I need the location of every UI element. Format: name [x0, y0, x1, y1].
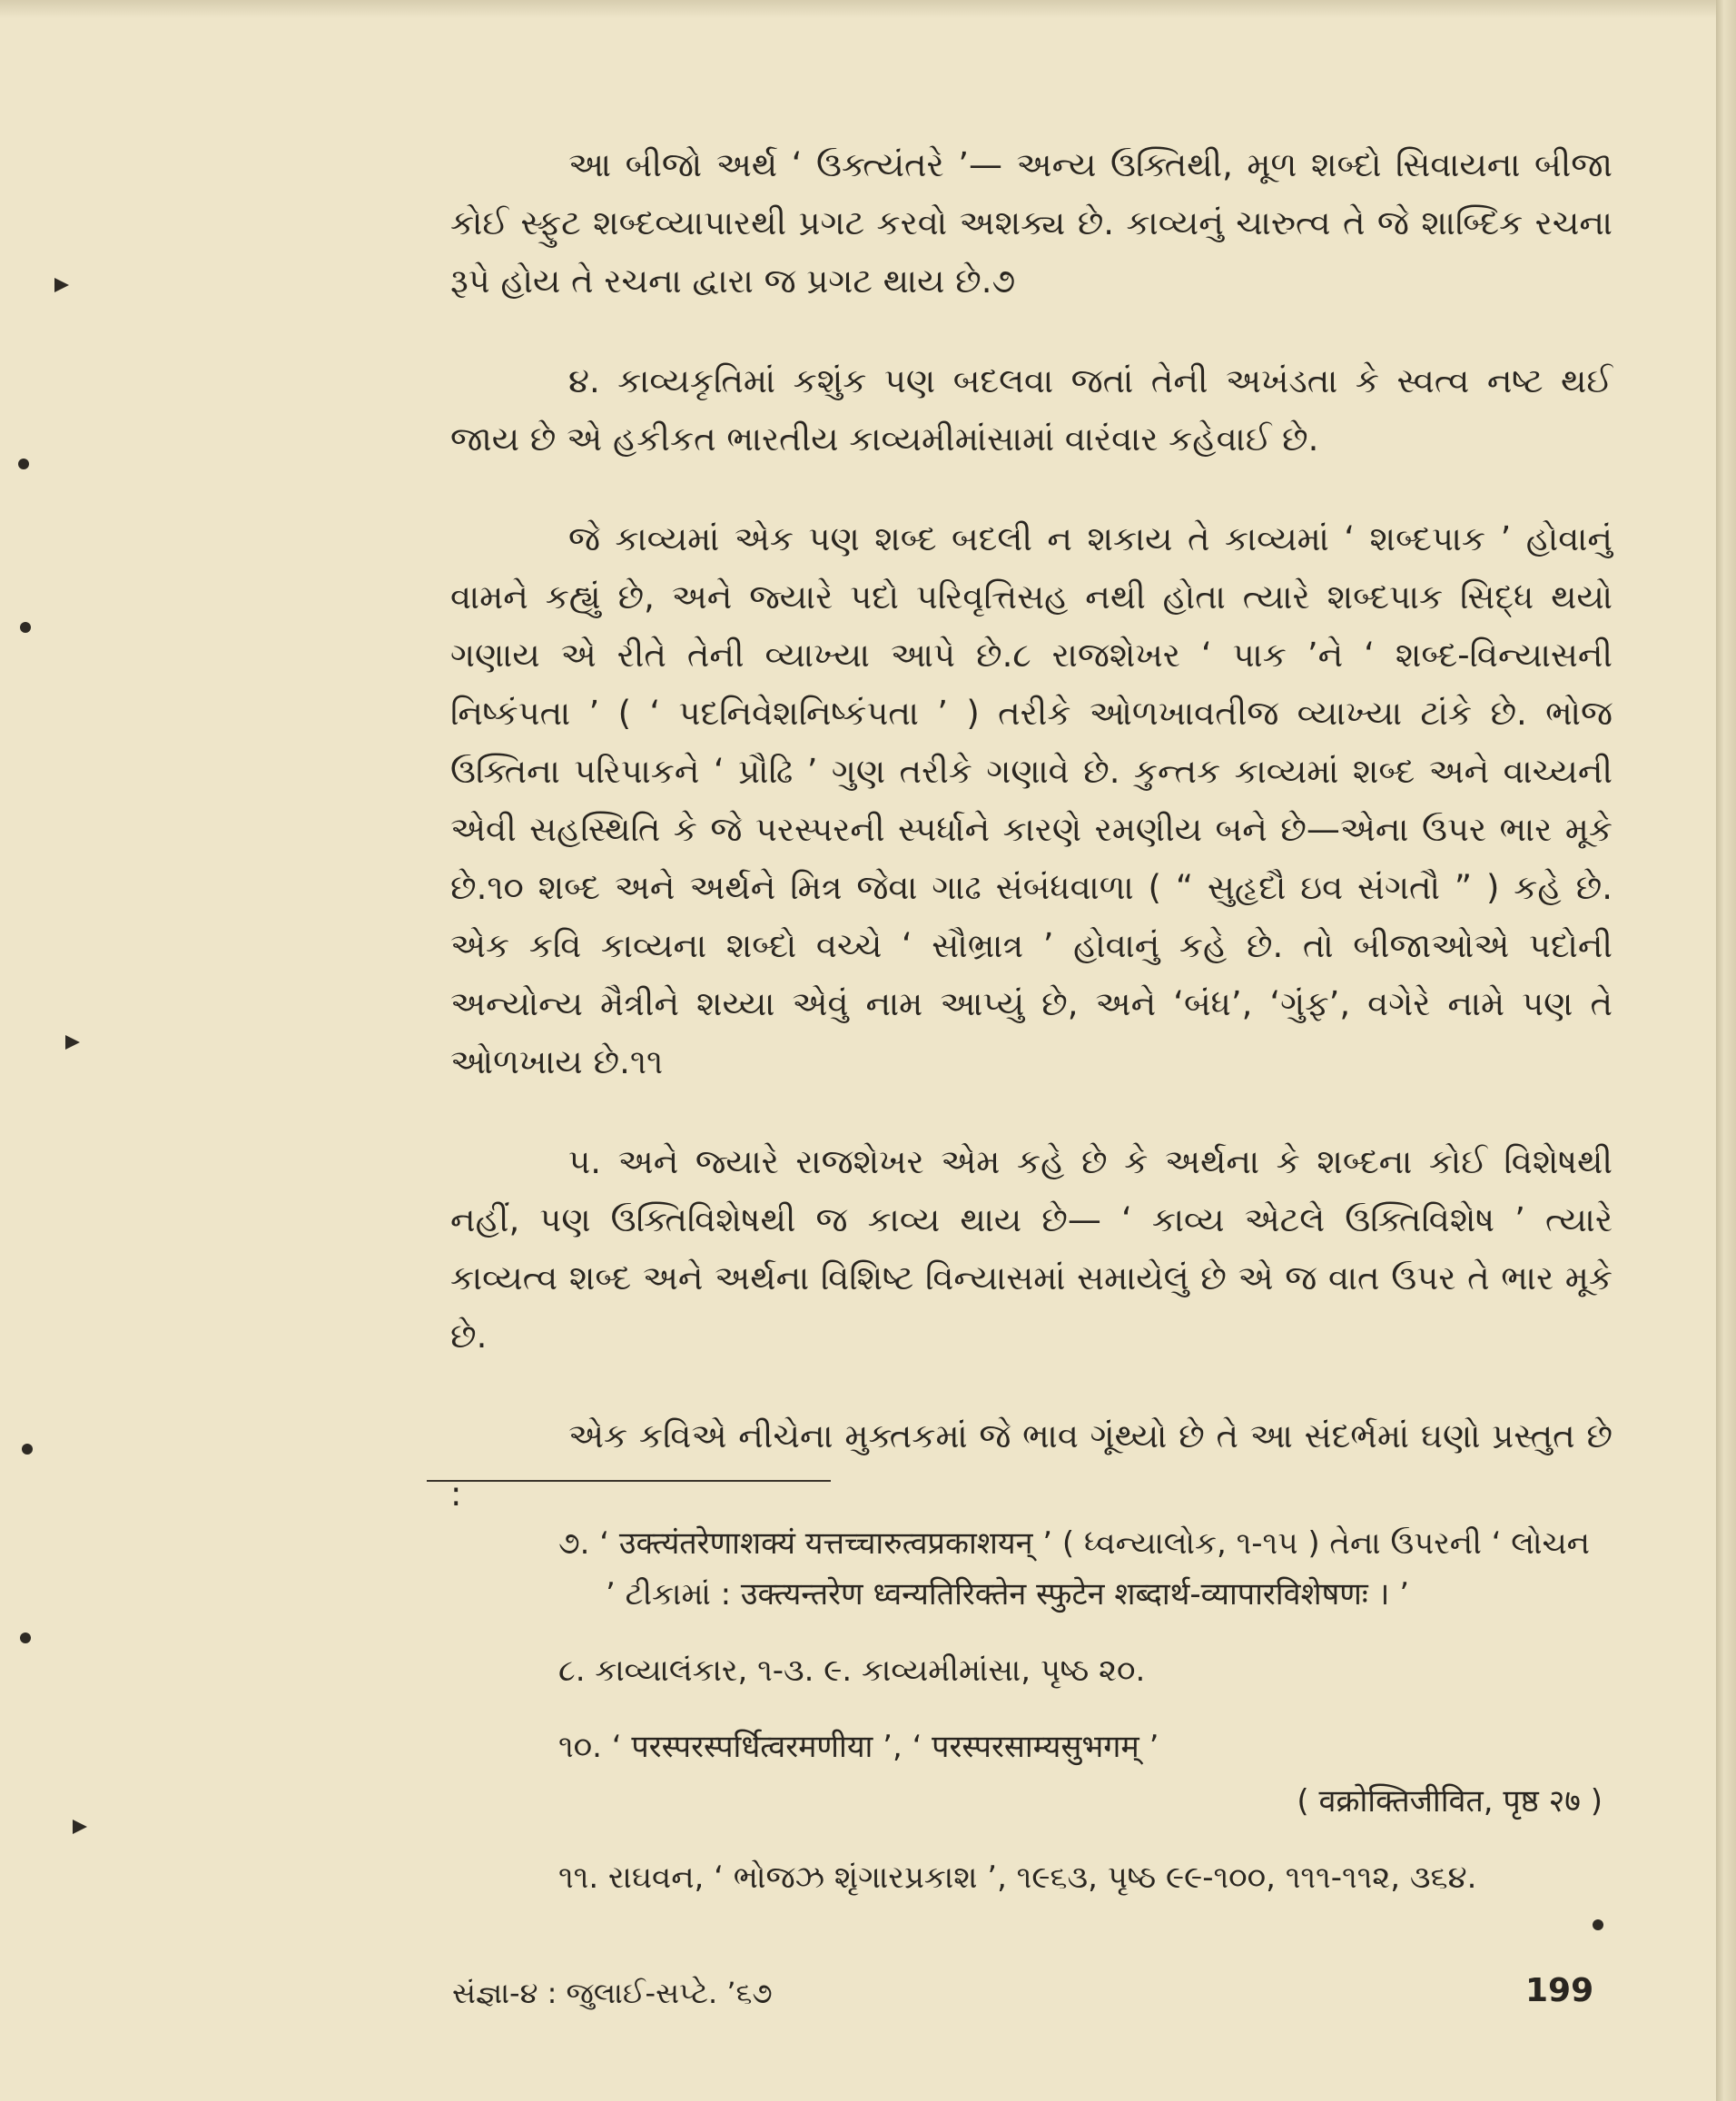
margin-arrow-mark: [65, 1035, 80, 1050]
main-text: [450, 136, 1613, 1565]
page-number: 199: [1525, 1972, 1594, 2009]
margin-arrow-mark: [73, 1820, 87, 1834]
footnote-10-text: ૧૦. ‘ परस्परस्पर्धित्वरमणीया ’, ‘ परस्परसाम्यसुभगम् ’: [558, 1729, 1159, 1765]
footnote-11: ૧૧. રાઘવન, ‘ ભોજઝ શૃંગારપ્રકાશ ’, ૧૯૬૩, પૃષ્ઠ ૯૯-૧૦૦, ૧૧૧-૧૧૨, ૩૬૪.: [558, 1859, 1477, 1896]
paragraph: ૫. અને જ્યારે રાજશેખર એમ કહે છે કે અર્થના કે શબ્દના કોઈ વિશેષથી નહીં, પણ ઉક્તિવિશેષથી જ કાવ્ય થાય છે— ‘ કાવ્ય એટલે ઉક્તિવિશેષ ’ ત્યારે કાવ્યત્વ શબ્દ અને અર્થના વિશિષ્ટ વિન્યાસમાં સમાયેલું છે એ જ વાત ઉપર તે ભાર મૂકે છે.: [450, 1142, 1613, 1356]
footnote-10: [558, 1721, 1603, 1827]
paragraph: આ બીજો અર્થ ‘ ઉક્ત્યંતરે ’— અન્ય ઉક્તિથી, મૂળ શબ્દો સિવાયના બીજા કોઈ સ્ફુટ શબ્દવ્યાપારથી પ્રગટ કરવો અશક્ય છે. કાવ્યનું ચારુત્વ તે જે શાબ્દિક રચના રૂપે હોય તે રચના દ્વારા જ પ્રગટ થાય છે.૭: [450, 145, 1613, 301]
footnote-separator: [427, 1480, 831, 1482]
footnote-7: ૭. ‘ उक्त्यंतरेणाशक्यं यत्तच्चारुत्वप्रकाशयन् ’ ( ધ્વન્યાલોક, ૧-૧૫ ) તેના ઉપરની ‘ લોચન ’ ટીકામાં : उक्त्यन्तरेण ध्वन्यतिरिक्तेन स्फुटेन शब्दार्थ-व्यापारविशेषणः । ’: [558, 1525, 1591, 1613]
footnote-10-source: ( वक्रोक्तिजीवित, पृष्ठ २७ ): [1297, 1783, 1603, 1820]
paragraph: ૪. કાવ્યકૃતિમાં કશુંક પણ બદલવા જતાં તેની અખંડતા કે સ્વત્વ નષ્ટ થઈ જાય છે એ હકીકત ભારતીય કાવ્યમીમાંસામાં વારંવાર કહેવાઈ છે.: [450, 361, 1613, 459]
margin-speck: [20, 1632, 31, 1643]
margin-speck: [20, 622, 31, 633]
margin-speck: [22, 1444, 33, 1455]
paragraph: એક કવિએ નીચેના મુક્તકમાં જે ભાવ ગૂંથ્યો છે તે આ સંદર્ભમાં ઘણો પ્રસ્તુત છે :: [450, 1416, 1613, 1514]
page-right-edge: [1716, 0, 1736, 2101]
journal-footer: સંજ્ઞા-૪ : જુલાઈ-સપ્ટે. ’૬૭: [452, 1976, 773, 2010]
page-top-shadow: [0, 0, 1736, 18]
footnotes: [558, 1518, 1603, 1928]
footnote-8-9: ૮. કાવ્યાલંકાર, ૧-૩. ૯. કાવ્યમીમાંસા, પૃષ્ઠ ૨૦.: [558, 1652, 1146, 1689]
margin-speck: [18, 459, 29, 469]
margin-arrow-mark: [54, 278, 69, 292]
paragraph: જે કાવ્યમાં એક પણ શબ્દ બદલી ન શકાય તે કાવ્યમાં ‘ શબ્દપાક ’ હોવાનું વામને કહ્યું છે, અને જ્યારે પદો પરિવૃત્તિસહ નથી હોતા ત્યારે શબ્દપાક સિદ્ધ થયો ગણાય એ રીતે તેની વ્યાખ્યા આપે છે.૮ રાજશેખર ‘ પાક ’ને ‘ શબ્દ-વિન્યાસની નિષ્કંપતા ’ ( ‘ પદનિવેશનિષ્કંપતા ’ ) તરીકે ઓળખાવતીજ વ્યાખ્યા ટાંકે છે. ભોજ ઉક્તિના પરિપાકને ‘ પ્રૌઢિ ’ ગુણ તરીકે ગણાવે છે. કુન્તક કાવ્યમાં શબ્દ અને વાચ્યની એવી સહસ્થિતિ કે જે પરસ્પરની સ્પર્ધાને કારણે રમણીય બને છે—એના ઉપર ભાર મૂકે છે.૧૦ શબ્દ અને અર્થને મિત્ર જેવા ગાઢ સંબંધવાળા ( “ સુહૃદૌ ઇવ સંગતૌ ” ) કહે છે. એક કવિ કાવ્યના શબ્દો વચ્ચે ‘ સૌભ્રાત્ર ’ હોવાનું કહે છે. તો બીજાઓએ પદોની અન્યોન્ય મૈત્રીને શય્યા એવું નામ આપ્યું છે, અને ‘બંધ’, ‘ગુંફ’, વગેરે નામે પણ તે ઓળખાય છે.૧૧: [450, 519, 1613, 1081]
